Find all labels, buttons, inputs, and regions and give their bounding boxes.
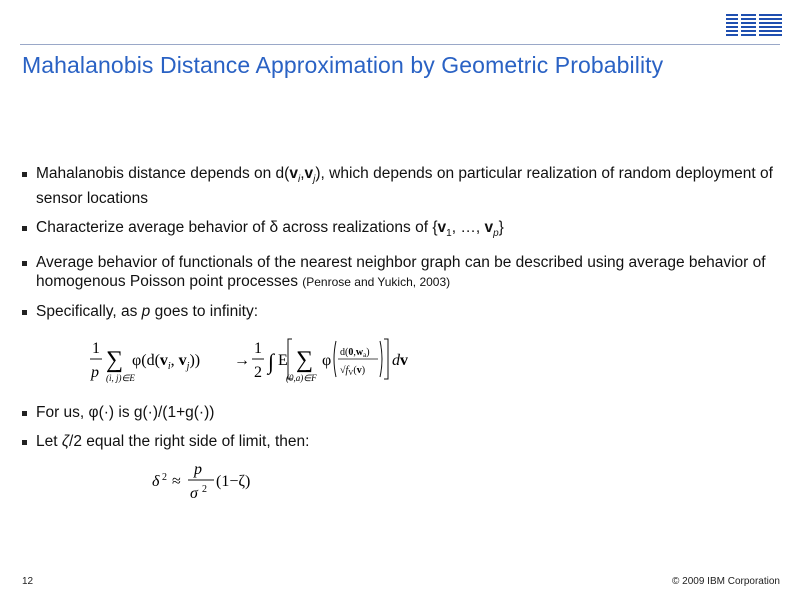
title-rule: [20, 44, 780, 45]
copyright: © 2009 IBM Corporation: [672, 576, 780, 587]
approximation-equation: [150, 458, 280, 504]
svg-text:2: 2: [254, 364, 262, 381]
bullet-item: Specifically, as p goes to infinity:: [22, 302, 782, 321]
svg-text:δ: δ: [152, 473, 160, 490]
svg-text:1: 1: [254, 340, 262, 357]
svg-text:dv: dv: [392, 352, 408, 369]
svg-text:(i, j)∈E: (i, j)∈E: [106, 373, 135, 383]
svg-text:(1−ζ): (1−ζ): [216, 473, 251, 490]
bullet-item: Average behavior of functionals of the nearest neighbor graph can be described using average behavior of homogenous Poisson point processes (Penrose and Yukich, 2003): [22, 253, 782, 292]
svg-text:p: p: [194, 461, 202, 478]
svg-text:(0,a)∈F: (0,a)∈F: [286, 373, 317, 383]
svg-text:d(0,wa): $d(0,w_a)$: [340, 347, 370, 359]
svg-text:2: 2: [162, 472, 167, 483]
svg-text:√fV(v): $√f_V(v)$: [340, 365, 366, 377]
svg-text:∑: ∑: [106, 347, 124, 373]
limit-equation: [88, 333, 428, 385]
svg-text:∑: ∑: [296, 347, 314, 373]
svg-text:φ: φ: [322, 352, 332, 369]
bullet-item: For us, φ(·) is g(·)/(1+g(·)): [22, 403, 782, 422]
page-number: 12: [22, 576, 34, 587]
bullet-list: [22, 164, 782, 461]
bullet-item: Characterize average behavior of δ across realizations of {$v_1$, …, $v_p$}: [22, 218, 782, 243]
bullet-item: Let ζ/2 equal the right side of limit, then:: [22, 432, 782, 451]
svg-text:φ(d(vi, vj)): $\varphi(d(v_i$, $v_j$)): [132, 352, 201, 372]
svg-text:→: →: [234, 352, 250, 369]
svg-text:E: E: [278, 352, 288, 369]
svg-text:≈: ≈: [172, 473, 181, 490]
svg-text:2: 2: [202, 484, 207, 495]
svg-text:1: 1: [92, 340, 100, 357]
ibm-logo: [726, 14, 782, 41]
slide-title: Mahalanobis Distance Approximation by Geometric Probability: [22, 52, 664, 78]
svg-text:σ: σ: [190, 485, 198, 502]
bullet-item: Mahalanobis distance depends on $d(v_i,v_j)$, which depends on particular realization of random deployment of sensor locations: [22, 164, 782, 208]
svg-text:∫: ∫: [268, 349, 275, 374]
svg-text:p: p: [91, 364, 99, 381]
